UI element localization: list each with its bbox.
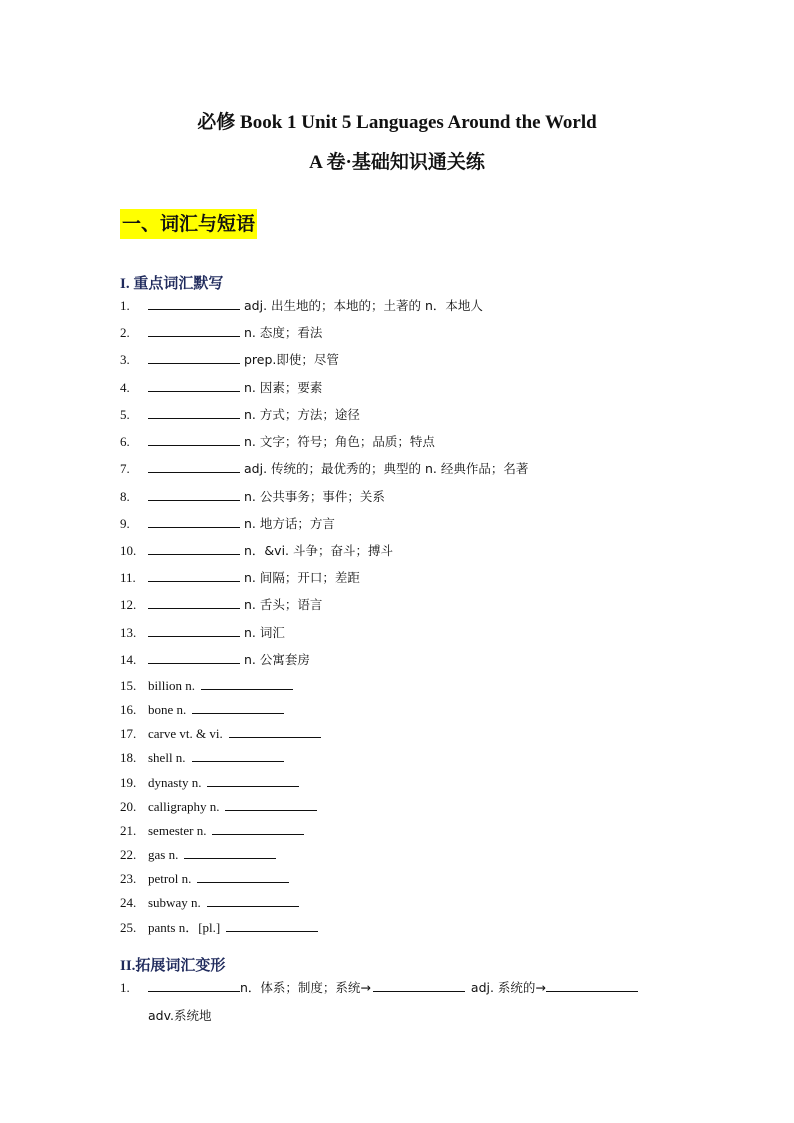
item-number: 5. — [120, 407, 130, 422]
answer-blank[interactable] — [373, 978, 465, 992]
answer-blank[interactable] — [212, 821, 304, 835]
item-number: 3. — [120, 352, 130, 367]
part1-heading: I. 重点词汇默写 — [120, 276, 224, 292]
definition-item — [120, 514, 335, 534]
answer-blank[interactable] — [148, 568, 240, 582]
document-subtitle: A 卷·基础知识通关练 — [309, 152, 485, 173]
word-item — [120, 918, 318, 938]
item-number: 12. — [120, 597, 137, 612]
word-item — [120, 748, 284, 768]
answer-blank[interactable] — [226, 918, 318, 932]
item-word: calligraphy n. — [148, 799, 220, 814]
answer-blank[interactable] — [225, 797, 317, 811]
item-word: bone n. — [148, 702, 187, 717]
item-definition: n. 方式；方法；途径 — [244, 407, 360, 422]
answer-blank[interactable] — [148, 378, 240, 392]
item-number: 16. — [120, 702, 137, 717]
part2-heading: II.拓展词汇变形 — [120, 958, 226, 974]
definition-item — [120, 595, 322, 615]
item-number: 1. — [120, 980, 130, 995]
definition-item — [120, 323, 322, 343]
item-definition: n. 词汇 — [244, 625, 285, 640]
item-word: carve vt. & vi. — [148, 726, 223, 741]
definition-item — [120, 541, 393, 561]
answer-blank[interactable] — [148, 623, 240, 637]
answer-blank[interactable] — [148, 978, 240, 992]
item-word: shell n. — [148, 750, 186, 765]
word-item — [120, 724, 321, 744]
definition-item — [120, 459, 528, 479]
answer-blank[interactable] — [148, 487, 240, 501]
word-item — [120, 797, 317, 817]
definition-item — [120, 350, 339, 370]
answer-blank[interactable] — [148, 650, 240, 664]
answer-blank[interactable] — [148, 432, 240, 446]
answer-blank[interactable] — [192, 748, 284, 762]
answer-blank[interactable] — [148, 323, 240, 337]
answer-blank[interactable] — [148, 296, 240, 310]
item-definition: n. 文字；符号；角色；品质；特点 — [244, 434, 435, 449]
word-item — [120, 700, 284, 720]
word-item — [120, 845, 276, 865]
answer-blank[interactable] — [184, 845, 276, 859]
item-number: 18. — [120, 750, 137, 765]
item-number: 21. — [120, 823, 137, 838]
definition-item — [120, 487, 385, 507]
item-word: pants n．[pl.] — [148, 920, 221, 935]
definition-item — [120, 405, 360, 425]
part2-item-1 — [120, 978, 642, 998]
word-item — [120, 869, 289, 889]
answer-blank[interactable] — [207, 893, 299, 907]
item-number: 11. — [120, 570, 136, 585]
definition-item — [120, 432, 435, 452]
word-item — [120, 773, 299, 793]
item-number: 14. — [120, 652, 137, 667]
item-definition: prep.即使；尽管 — [244, 352, 339, 367]
answer-blank[interactable] — [546, 978, 638, 992]
item-number: 19. — [120, 775, 137, 790]
item-definition: n. 间隔；开口；差距 — [244, 570, 360, 585]
answer-blank[interactable] — [148, 350, 240, 364]
answer-blank[interactable] — [148, 595, 240, 609]
item-word: gas n. — [148, 847, 179, 862]
item-definition: n. 因素；要素 — [244, 380, 323, 395]
item-word: semester n. — [148, 823, 207, 838]
item-number: 13. — [120, 625, 137, 640]
item-number: 4. — [120, 380, 130, 395]
item-definition: n. 公寓套房 — [244, 652, 310, 667]
item-number: 10. — [120, 543, 137, 558]
answer-blank[interactable] — [148, 459, 240, 473]
item-number: 20. — [120, 799, 137, 814]
item-definition: n. 地方话；方言 — [244, 516, 335, 531]
word-item — [120, 676, 293, 696]
definition-item — [120, 378, 322, 398]
word-item — [120, 893, 299, 913]
answer-blank[interactable] — [192, 700, 284, 714]
answer-blank[interactable] — [197, 869, 289, 883]
item-number: 15. — [120, 678, 137, 693]
item-definition: n. 态度；看法 — [244, 325, 323, 340]
answer-blank[interactable] — [148, 541, 240, 555]
item-definition: n. 公共事务；事件；关系 — [244, 489, 385, 504]
item-number: 2. — [120, 325, 130, 340]
item-number: 6. — [120, 434, 130, 449]
definition-item — [120, 568, 360, 588]
document-title: 必修 Book 1 Unit 5 Languages Around the World — [197, 112, 597, 133]
item-definition: n. 舌头；语言 — [244, 597, 323, 612]
item-definition: n．&vi. 斗争；奋斗；搏斗 — [244, 543, 393, 558]
item-definition: adj. 出生地的；本地的；土著的 n．本地人 — [244, 298, 483, 313]
answer-blank[interactable] — [148, 405, 240, 419]
word-item — [120, 821, 304, 841]
item-number: 9. — [120, 516, 130, 531]
definition-item — [120, 623, 285, 643]
answer-blank[interactable] — [148, 514, 240, 528]
answer-blank[interactable] — [201, 676, 293, 690]
item-definition: adj. 传统的；最优秀的；典型的 n. 经典作品；名著 — [244, 461, 529, 476]
answer-blank[interactable] — [207, 773, 299, 787]
item-number: 1. — [120, 298, 130, 313]
item-number: 23. — [120, 871, 137, 886]
item-number: 24. — [120, 895, 137, 910]
item-number: 8. — [120, 489, 130, 504]
item-word: subway n. — [148, 895, 201, 910]
item-word: billion n. — [148, 678, 195, 693]
item-number: 17. — [120, 726, 137, 741]
item-word: dynasty n. — [148, 775, 202, 790]
definition-item — [120, 296, 483, 316]
item-continuation: adv.系统地 — [148, 1008, 212, 1023]
item-number: 7. — [120, 461, 130, 476]
item-word: petrol n. — [148, 871, 192, 886]
item-definition: adj. 系统的→ — [470, 980, 546, 995]
item-number: 25. — [120, 920, 137, 935]
item-number: 22. — [120, 847, 137, 862]
definition-item — [120, 650, 310, 670]
section-heading: 一、词汇与短语 — [120, 209, 257, 239]
item-definition: n．体系；制度；系统→ — [240, 980, 371, 995]
answer-blank[interactable] — [229, 724, 321, 738]
